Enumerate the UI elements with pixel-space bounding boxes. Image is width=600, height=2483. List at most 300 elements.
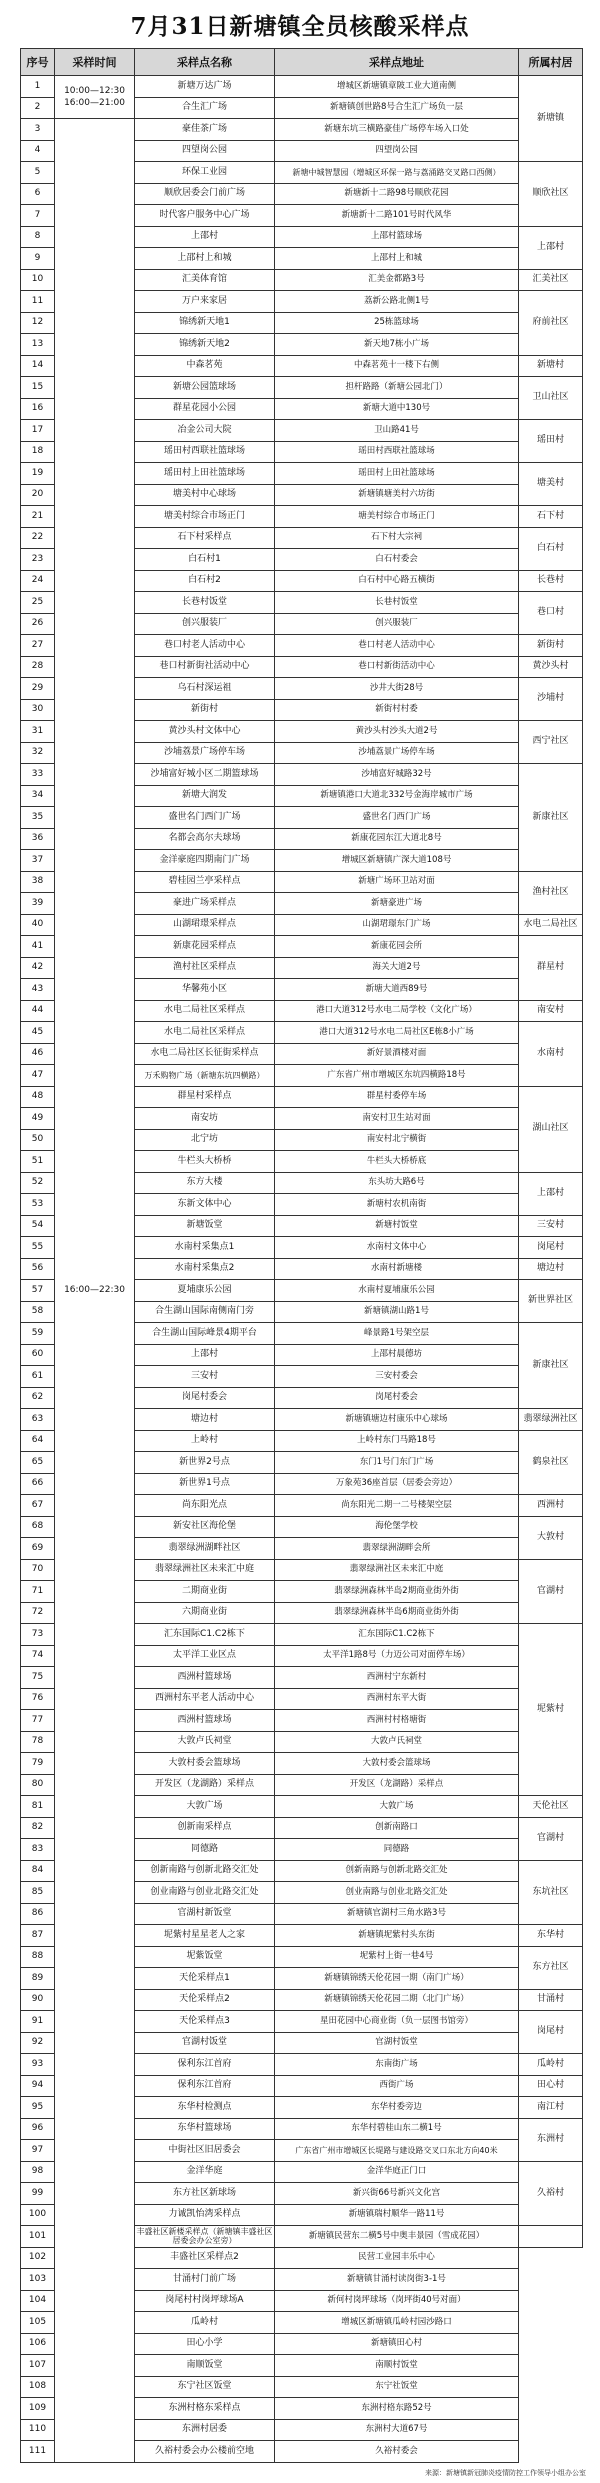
sampling-points-table-container <box>20 48 582 2463</box>
community-cell: 渔村社区 <box>519 871 583 914</box>
point-name: 东华村篮球场 <box>135 2118 275 2140</box>
point-address: 水南村夏埔康乐公园 <box>275 1280 519 1302</box>
point-address: 塘美村综合市场正门 <box>275 506 519 528</box>
point-name: 官湖村新饭堂 <box>135 1903 275 1925</box>
point-address: 新康花园会所 <box>275 936 519 958</box>
point-name: 大敦卢氏祠堂 <box>135 1731 275 1753</box>
row-number: 106 <box>21 2333 55 2355</box>
row-number: 22 <box>21 527 55 549</box>
table-row <box>21 76 583 98</box>
point-address: 25栋篮球场 <box>275 312 519 334</box>
row-number: 110 <box>21 2419 55 2441</box>
point-address: 东宁社饭堂 <box>275 2376 519 2398</box>
point-address: 东洲村格东路52号 <box>275 2398 519 2420</box>
point-address: 海关大道2号 <box>275 957 519 979</box>
point-address: 峰景路1号架空层 <box>275 1323 519 1345</box>
page-title: 7月31日新塘镇全员核酸采样点 <box>130 12 470 40</box>
row-number: 50 <box>21 1129 55 1151</box>
community-cell: 田心村 <box>519 2075 583 2097</box>
point-address: 增城区新塘镇广深大道108号 <box>275 850 519 872</box>
point-address: 瑶田村西联社篮球场 <box>275 441 519 463</box>
point-name: 丰盛社区采样点2 <box>135 2247 275 2269</box>
community-cell: 东华村 <box>519 1925 583 1947</box>
point-address: 创兴服装厂 <box>275 613 519 635</box>
community-cell: 岗尾村 <box>519 2011 583 2054</box>
point-address: 大敦卢氏祠堂 <box>275 1731 519 1753</box>
point-name: 东新文体中心 <box>135 1194 275 1216</box>
row-number: 107 <box>21 2355 55 2377</box>
row-number: 1 <box>21 76 55 98</box>
community-cell: 沙埔村 <box>519 678 583 721</box>
row-number: 10 <box>21 269 55 291</box>
point-address: 东门1号门东门广场 <box>275 1452 519 1474</box>
point-address: 东南街广场 <box>275 2054 519 2076</box>
point-address: 新塘镇田心村 <box>275 2333 519 2355</box>
point-name: 二期商业街 <box>135 1581 275 1603</box>
point-address: 新天地7栋小广场 <box>275 334 519 356</box>
point-name: 北宁坊 <box>135 1129 275 1151</box>
community-cell: 官湖村 <box>519 1559 583 1624</box>
point-address: 巷口村老人活动中心 <box>275 635 519 657</box>
point-name: 四望岗公园 <box>135 140 275 162</box>
point-name: 新世界2号点 <box>135 1452 275 1474</box>
point-name: 塘美村综合市场正门 <box>135 506 275 528</box>
row-number: 98 <box>21 2161 55 2183</box>
point-name: 水电二局社区长征街采样点 <box>135 1043 275 1065</box>
row-number: 21 <box>21 506 55 528</box>
point-address: 盛世名门西门广场 <box>275 807 519 829</box>
point-address: 上邵村篮球场 <box>275 226 519 248</box>
row-number: 24 <box>21 570 55 592</box>
point-address: 岗尾村委会 <box>275 1387 519 1409</box>
row-number: 37 <box>21 850 55 872</box>
row-number: 93 <box>21 2054 55 2076</box>
row-number: 35 <box>21 807 55 829</box>
row-number: 58 <box>21 1301 55 1323</box>
point-address: 山湖珺璟东门广场 <box>275 914 519 936</box>
point-name: 石下村采样点 <box>135 527 275 549</box>
community-cell: 塘边村 <box>519 1258 583 1280</box>
point-name: 新安社区海伦堡 <box>135 1516 275 1538</box>
point-address: 上邵村晨德坊 <box>275 1344 519 1366</box>
row-number: 73 <box>21 1624 55 1646</box>
point-address: 新塘镇甘涌村读岗街3-1号 <box>275 2269 519 2291</box>
point-name: 塘美村中心球场 <box>135 484 275 506</box>
point-address: 新塘广场环卫站对面 <box>275 871 519 893</box>
point-address: 翡翠绿洲社区未来汇中庭 <box>275 1559 519 1581</box>
point-address: 白石村委会 <box>275 549 519 571</box>
row-number: 19 <box>21 463 55 485</box>
row-number: 46 <box>21 1043 55 1065</box>
point-name: 新塘饭堂 <box>135 1215 275 1237</box>
point-name: 丰盛社区新楼采样点（新塘镇丰盛社区居委会办公室旁） <box>136 2226 273 2246</box>
row-number: 25 <box>21 592 55 614</box>
row-number: 89 <box>21 1968 55 1990</box>
point-name: 华馨苑小区 <box>135 979 275 1001</box>
community-cell: 大敦村 <box>519 1516 583 1559</box>
point-name: 创业南路与创业北路交汇处 <box>135 1882 275 1904</box>
point-name: 天伦采样点1 <box>135 1968 275 1990</box>
point-name: 上岭村 <box>135 1430 275 1452</box>
row-number: 45 <box>21 1022 55 1044</box>
point-name: 汇东国际C1.C2栋下 <box>135 1624 275 1646</box>
point-address: 中森茗苑十一楼下右侧 <box>275 355 519 377</box>
point-address: 港口大道312号水电二局学校（文化广场） <box>275 1000 519 1022</box>
community-cell: 瓜岭村 <box>519 2054 583 2076</box>
point-name: 瓜岭村 <box>135 2312 275 2334</box>
row-number: 18 <box>21 441 55 463</box>
point-name: 东华村检测点 <box>135 2097 275 2119</box>
point-name: 群星花园小公园 <box>135 398 275 420</box>
row-number: 13 <box>21 334 55 356</box>
community-cell: 东洲村 <box>519 2118 583 2161</box>
point-name: 锦绣新天地2 <box>135 334 275 356</box>
community-cell: 新世界社区 <box>519 1280 583 1323</box>
point-name: 官湖村饭堂 <box>135 2032 275 2054</box>
row-number: 15 <box>21 377 55 399</box>
point-address: 官湖村饭堂 <box>275 2032 519 2054</box>
row-number: 90 <box>21 1989 55 2011</box>
row-number: 11 <box>21 291 55 313</box>
point-name: 尚东阳光点 <box>135 1495 275 1517</box>
row-number: 95 <box>21 2097 55 2119</box>
point-name: 天伦采样点2 <box>135 1989 275 2011</box>
community-cell: 汇美社区 <box>519 269 583 291</box>
point-name: 沙埔荔景广场停车场 <box>135 742 275 764</box>
point-address: 东华村碧桂山东二横1号 <box>275 2118 519 2140</box>
point-name: 中街社区旧居委会 <box>135 2140 275 2162</box>
row-number: 49 <box>21 1108 55 1130</box>
row-number: 14 <box>21 355 55 377</box>
community-cell: 东方社区 <box>519 1946 583 1989</box>
point-name: 大敦村委会篮球场 <box>135 1753 275 1775</box>
point-name: 塘边村 <box>135 1409 275 1431</box>
community-cell: 上邵村 <box>519 1172 583 1215</box>
point-name: 西洲村篮球场 <box>135 1710 275 1732</box>
point-address: 港口大道312号水电二局社区E栋8小广场 <box>275 1022 519 1044</box>
row-number: 85 <box>21 1882 55 1904</box>
point-address: 四望岗公园 <box>275 140 519 162</box>
row-number: 70 <box>21 1559 55 1581</box>
community-cell: 久裕村 <box>519 2161 583 2226</box>
row-number: 42 <box>21 957 55 979</box>
point-name: 水电二局社区采样点 <box>135 1022 275 1044</box>
point-name: 金洋豪庭四期南门广场 <box>135 850 275 872</box>
point-address: 东华村委旁边 <box>275 2097 519 2119</box>
point-name: 新康花园采样点 <box>135 936 275 958</box>
point-name: 太平洋工业区点 <box>135 1645 275 1667</box>
row-number: 40 <box>21 914 55 936</box>
point-name: 环保工业园 <box>135 162 275 184</box>
community-cell: 南安村 <box>519 1000 583 1022</box>
row-number: 96 <box>21 2118 55 2140</box>
row-number: 41 <box>21 936 55 958</box>
header-community: 所属村居 <box>519 49 583 76</box>
row-number: 83 <box>21 1839 55 1861</box>
point-address: 沙埔富好城路32号 <box>275 764 519 786</box>
community-cell: 石下村 <box>519 506 583 528</box>
row-number: 33 <box>21 764 55 786</box>
community-cell: 黄沙头村 <box>519 656 583 678</box>
point-address: 创新南路与创新北路交汇处 <box>275 1860 519 1882</box>
header-address: 采样点地址 <box>275 49 519 76</box>
point-address: 新塘镇官湖村三角水路3号 <box>275 1903 519 1925</box>
point-address: 新塘新十二路101号时代风华 <box>275 205 519 227</box>
point-address: 万象苑36座首层（居委会旁边） <box>275 1473 519 1495</box>
point-address: 久裕村委会 <box>275 2441 519 2463</box>
point-name: 东洲村格东采样点 <box>135 2398 275 2420</box>
row-number: 43 <box>21 979 55 1001</box>
row-number: 6 <box>21 183 55 205</box>
point-name: 田心小学 <box>135 2333 275 2355</box>
row-number: 44 <box>21 1000 55 1022</box>
point-name: 西洲村篮球场 <box>135 1667 275 1689</box>
point-name: 水南村采集点1 <box>135 1237 275 1259</box>
row-number: 111 <box>21 2441 55 2463</box>
sampling-points-table <box>20 48 583 2463</box>
community-cell: 鹤泉社区 <box>519 1430 583 1495</box>
point-address: 新塘大道西89号 <box>275 979 519 1001</box>
point-address: 新塘中城智慧园（增城区环保一路与荔涌路交叉路口西侧） <box>275 162 519 184</box>
point-address: 海伦堡学校 <box>275 1516 519 1538</box>
row-number: 77 <box>21 1710 55 1732</box>
point-name: 新世界1号点 <box>135 1473 275 1495</box>
point-address: 西街广场 <box>275 2075 519 2097</box>
point-address: 黄沙头村沙头大道2号 <box>275 721 519 743</box>
point-address: 新塘东坑三横路豪佳广场停车场入口处 <box>275 119 519 141</box>
point-address: 牛栏头大桥桥底 <box>275 1151 519 1173</box>
row-number: 64 <box>21 1430 55 1452</box>
row-number: 59 <box>21 1323 55 1345</box>
point-name: 水电二局社区采样点 <box>135 1000 275 1022</box>
table-row <box>21 119 583 141</box>
row-number: 26 <box>21 613 55 635</box>
point-name: 夏埔康乐公园 <box>135 1280 275 1302</box>
point-name: 东宁社区饭堂 <box>135 2376 275 2398</box>
point-name: 豪佳茶广场 <box>135 119 275 141</box>
row-number: 99 <box>21 2183 55 2205</box>
point-address: 广东省广州市增城区长堤路与建设路交叉口东北方向40米 <box>275 2140 519 2162</box>
row-number: 27 <box>21 635 55 657</box>
point-name: 坭紫饭堂 <box>135 1946 275 1968</box>
row-number: 7 <box>21 205 55 227</box>
point-name: 力诚凯怡湾采样点 <box>135 2204 275 2226</box>
row-number: 61 <box>21 1366 55 1388</box>
point-name: 东洲村居委 <box>135 2419 275 2441</box>
community-cell: 三安村 <box>519 1215 583 1237</box>
point-name: 上邵村上和城 <box>135 248 275 270</box>
time-slot-cell: 16:00—22:30 <box>55 119 135 2463</box>
point-address: 西洲村东平大街 <box>275 1688 519 1710</box>
row-number: 102 <box>21 2247 55 2269</box>
point-name: 新街村 <box>135 699 275 721</box>
point-name: 合生湖山国际峰景4期平台 <box>135 1323 275 1345</box>
row-number: 94 <box>21 2075 55 2097</box>
row-number: 80 <box>21 1774 55 1796</box>
point-address: 大敦广场 <box>275 1796 519 1818</box>
row-number: 56 <box>21 1258 55 1280</box>
community-cell: 湖山社区 <box>519 1086 583 1172</box>
point-name: 岗尾村村岗坪球场A <box>135 2290 275 2312</box>
point-name: 创兴服装厂 <box>135 613 275 635</box>
point-address: 南安村北宁横街 <box>275 1129 519 1151</box>
point-address: 荔新公路北侧1号 <box>275 291 519 313</box>
row-number: 97 <box>21 2140 55 2162</box>
row-number: 78 <box>21 1731 55 1753</box>
point-address: 大敦村委会篮球场 <box>275 1753 519 1775</box>
point-address: 西洲村宁东新村 <box>275 1667 519 1689</box>
row-number: 32 <box>21 742 55 764</box>
point-name: 豪进广场采样点 <box>135 893 275 915</box>
row-number: 91 <box>21 2011 55 2033</box>
point-name: 名都会高尔夫球场 <box>135 828 275 850</box>
community-cell: 水南村 <box>519 1022 583 1087</box>
point-name: 水南村采集点2 <box>135 1258 275 1280</box>
point-name: 翡翠绿洲湖畔社区 <box>135 1538 275 1560</box>
point-name: 南安坊 <box>135 1108 275 1130</box>
row-number: 66 <box>21 1473 55 1495</box>
row-number: 52 <box>21 1172 55 1194</box>
community-cell: 府前社区 <box>519 291 583 356</box>
point-name: 坭紫村星星老人之家 <box>135 1925 275 1947</box>
community-cell: 东坑社区 <box>519 1860 583 1925</box>
row-number: 8 <box>21 226 55 248</box>
point-address: 尚东阳光二期一二号楼架空层 <box>275 1495 519 1517</box>
point-address: 广东省广州市增城区东坑四横路18号 <box>275 1065 519 1087</box>
point-address: 白石村中心路五横街 <box>275 570 519 592</box>
point-address: 新塘镇坭紫村头东街 <box>275 1925 519 1947</box>
community-cell: 坭紫村 <box>519 1624 583 1796</box>
community-cell: 卫山社区 <box>519 377 583 420</box>
row-number: 17 <box>21 420 55 442</box>
community-cell: 上邵村 <box>519 226 583 269</box>
point-address: 太平洋1路8号（力迈公司对面停车场） <box>275 1645 519 1667</box>
community-cell: 新街村 <box>519 635 583 657</box>
point-address: 翡翠绿洲湖畔会所 <box>275 1538 519 1560</box>
row-number: 88 <box>21 1946 55 1968</box>
row-number: 38 <box>21 871 55 893</box>
row-number: 100 <box>21 2204 55 2226</box>
point-address: 南顺村饭堂 <box>275 2355 519 2377</box>
community-cell: 新康社区 <box>519 1323 583 1409</box>
point-address: 创新南路口 <box>275 1817 519 1839</box>
row-number: 54 <box>21 1215 55 1237</box>
point-address: 上邵村上和城 <box>275 248 519 270</box>
point-name: 群星村采样点 <box>135 1086 275 1108</box>
point-address: 东洲村大道67号 <box>275 2419 519 2441</box>
community-cell: 顺欣社区 <box>519 162 583 227</box>
point-name: 三安村 <box>135 1366 275 1388</box>
community-cell: 新康社区 <box>519 764 583 872</box>
point-name: 巷口村新街社活动中心 <box>135 656 275 678</box>
point-address: 新何村岗坪球场（岗坪街40号对面） <box>275 2290 519 2312</box>
point-name: 上邵村 <box>135 1344 275 1366</box>
row-number: 28 <box>21 656 55 678</box>
row-number: 79 <box>21 1753 55 1775</box>
point-address: 新塘镇锦绣天伦花园一期（南门广场） <box>275 1968 519 1990</box>
point-address: 增城区新塘镇瓜岭村园沙路口 <box>275 2312 519 2334</box>
table-header-row <box>21 49 583 76</box>
row-number: 30 <box>21 699 55 721</box>
point-name: 白石村2 <box>135 570 275 592</box>
row-number: 81 <box>21 1796 55 1818</box>
table-body <box>21 76 583 2463</box>
point-name: 创新南采样点 <box>135 1817 275 1839</box>
point-name: 合生湖山国际南侧南门旁 <box>135 1301 275 1323</box>
row-number: 65 <box>21 1452 55 1474</box>
point-name: 东方社区新球场 <box>135 2183 275 2205</box>
point-address: 南安村卫生站对面 <box>275 1108 519 1130</box>
row-number: 104 <box>21 2290 55 2312</box>
point-name: 六期商业街 <box>135 1602 275 1624</box>
point-name: 东方大楼 <box>135 1172 275 1194</box>
point-name: 牛栏头大桥桥 <box>135 1151 275 1173</box>
row-number: 86 <box>21 1903 55 1925</box>
point-address: 新塘镇塘美村六坊街 <box>275 484 519 506</box>
point-address: 新塘镇锦绣天伦花园二期（北门广场） <box>275 1989 519 2011</box>
point-name: 瑶田村西联社篮球场 <box>135 441 275 463</box>
row-number: 3 <box>21 119 55 141</box>
row-number: 29 <box>21 678 55 700</box>
point-address: 新塘镇民营东二横5号中奥丰景园（雪成花园） <box>275 2226 519 2248</box>
row-number: 16 <box>21 398 55 420</box>
point-address: 同德路 <box>275 1839 519 1861</box>
point-name: 碧桂园兰亭采样点 <box>135 871 275 893</box>
point-address: 担杆路路（新塘公园北门） <box>275 377 519 399</box>
community-cell: 官湖村 <box>519 1817 583 1860</box>
point-name: 中森茗苑 <box>135 355 275 377</box>
point-name: 新塘大润发 <box>135 785 275 807</box>
row-number: 23 <box>21 549 55 571</box>
point-address: 翡翠绿洲森林半岛6期商业街外街 <box>275 1602 519 1624</box>
row-number: 92 <box>21 2032 55 2054</box>
point-address: 卫山路41号 <box>275 420 519 442</box>
community-cell: 翡翠绿洲社区 <box>519 1409 583 1431</box>
community-cell: 甘涌村 <box>519 1989 583 2011</box>
point-address: 新塘豪进广场 <box>275 893 519 915</box>
point-name: 金洋华庭 <box>135 2161 275 2183</box>
source-footer: 来源：新塘镇新冠肺炎疫情防控工作领导小组办公室 <box>425 2469 586 2477</box>
point-address: 东头坊大路6号 <box>275 1172 519 1194</box>
point-name: 盛世名门西门广场 <box>135 807 275 829</box>
point-name: 合生汇广场 <box>135 97 275 119</box>
row-number: 55 <box>21 1237 55 1259</box>
point-address: 西洲村村格塘街 <box>275 1710 519 1732</box>
time-slot-cell: 10:00—12:30 16:00—21:00 <box>55 76 135 119</box>
point-name: 锦绣新天地1 <box>135 312 275 334</box>
row-number: 4 <box>21 140 55 162</box>
point-address: 水南村文体中心 <box>275 1237 519 1259</box>
point-address: 石下村大宗祠 <box>275 527 519 549</box>
point-address: 坭紫村上街一巷4号 <box>275 1946 519 1968</box>
point-address: 新塘镇塘边村康乐中心球场 <box>275 1409 519 1431</box>
point-address: 三安村委会 <box>275 1366 519 1388</box>
community-cell: 岗尾村 <box>519 1237 583 1259</box>
point-name: 保利东江首府 <box>135 2075 275 2097</box>
community-cell: 天伦社区 <box>519 1796 583 1818</box>
header-time: 采样时间 <box>55 49 135 76</box>
header-no: 序号 <box>21 49 55 76</box>
row-number: 9 <box>21 248 55 270</box>
point-address: 翡翠绿洲森林半岛2期商业街外街 <box>275 1581 519 1603</box>
community-cell: 西洲村 <box>519 1495 583 1517</box>
point-name: 久裕村委会办公楼前空地 <box>135 2441 275 2463</box>
community-cell: 水电二局社区 <box>519 914 583 936</box>
point-address: 创业南路与创业北路交汇处 <box>275 1882 519 1904</box>
point-name: 保利东江首府 <box>135 2054 275 2076</box>
point-name: 时代客户服务中心广场 <box>135 205 275 227</box>
point-name: 大敦广场 <box>135 1796 275 1818</box>
